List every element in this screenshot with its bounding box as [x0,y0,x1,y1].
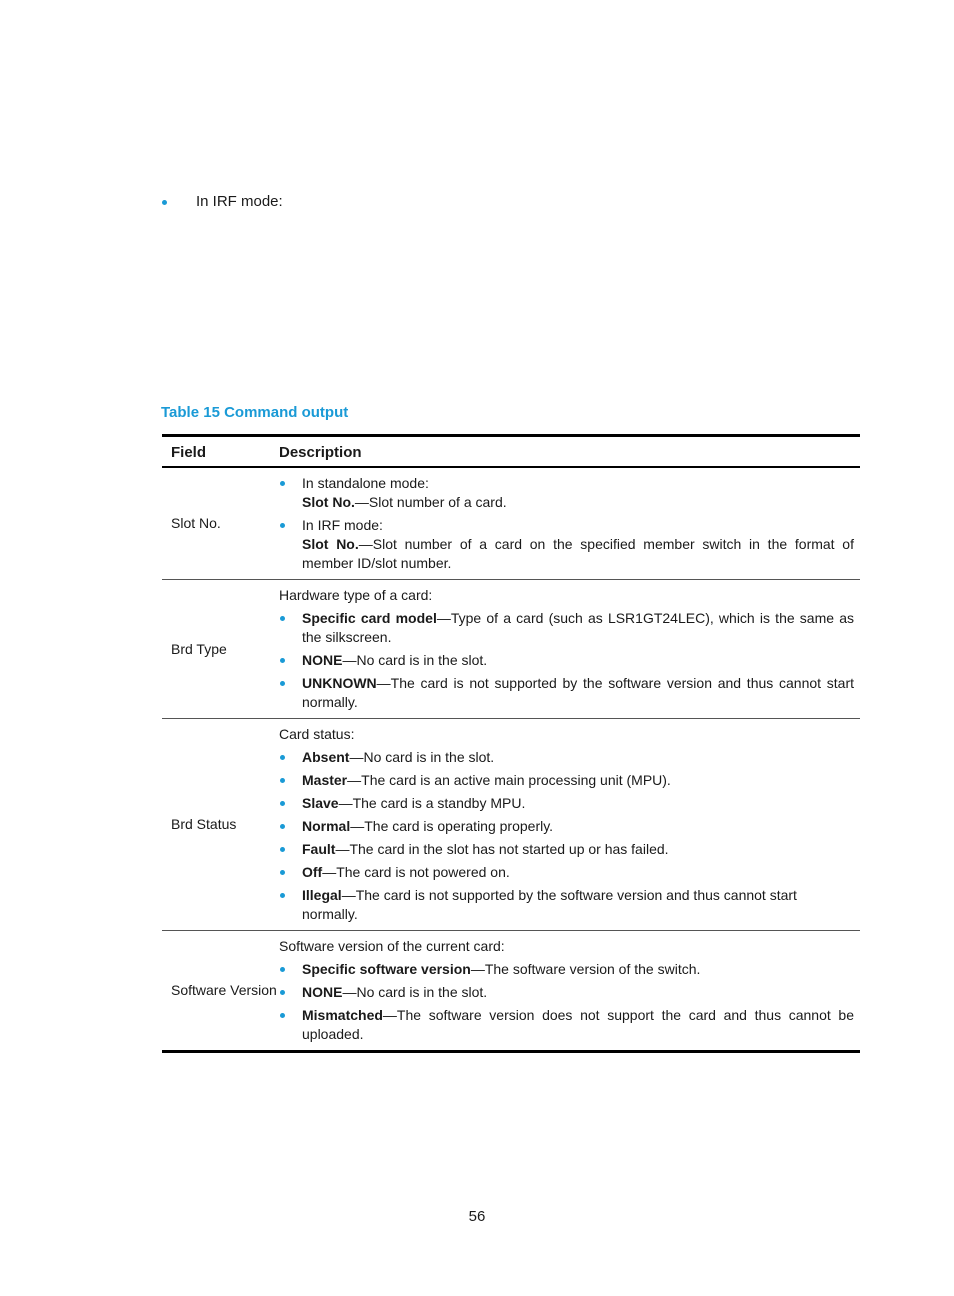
item-term: Off [302,864,323,880]
item-pre: In standalone mode: [302,475,429,491]
bullet-icon [280,481,285,486]
header-field: Field [171,444,207,461]
list-item [279,651,854,670]
field-cell: Slot No. [171,515,221,531]
table-header-row [162,436,860,468]
item-term: UNKNOWN [302,675,377,691]
list-item [279,474,854,512]
bullet-icon [280,990,285,995]
item-text: —The software version of the switch. [470,961,701,977]
item-term: Mismatched [302,1007,383,1023]
description-intro: Hardware type of a card: [279,587,433,603]
list-item [279,840,854,859]
item-term: Specific software version [302,961,471,977]
field-cell: Software Version [171,982,277,998]
item-text: —No card is in the slot. [349,749,495,765]
description-list [279,609,854,712]
header-description: Description [279,444,362,461]
intro-bullet-text: In IRF mode: [196,193,283,210]
list-item [279,748,854,767]
description-list [279,474,854,573]
description-intro: Card status: [279,726,355,742]
bullet-icon [280,778,285,783]
item-text: —The software version does not support the card and thus cannot be uploaded. [302,1007,854,1042]
item-term: Specific card model [302,610,437,626]
list-item [279,886,854,924]
list-item [279,771,854,790]
bullet-icon [280,658,285,663]
bullet-icon [280,824,285,829]
item-text: —The card is operating properly. [350,818,554,834]
page-number: 56 [468,1208,486,1225]
bullet-icon [280,870,285,875]
list-item [279,674,854,712]
description-list [279,960,854,1044]
bullet-icon [280,616,285,621]
item-term: Normal [302,818,351,834]
item-term: Slave [302,795,339,811]
item-pre: In IRF mode: [302,517,383,533]
item-term: Illegal [302,887,342,903]
list-item [279,863,854,882]
item-term: Absent [302,749,350,765]
table-caption: Table 15 Command output [161,404,349,421]
description-intro: Software version of the current card: [279,938,505,954]
item-term: Master [302,772,348,788]
item-text: —Type of a card (such as LSR1GT24LEC), which is the same as the silkscreen. [302,610,854,645]
table-row [162,580,860,719]
item-text: —No card is in the slot. [342,652,488,668]
item-term: NONE [302,652,343,668]
bullet-icon [280,847,285,852]
table-row [162,719,860,931]
bullet-icon [280,755,285,760]
description-cell [279,719,860,931]
list-item [279,516,854,573]
item-text: —The card is an active main processing unit (MPU). [347,772,671,788]
item-text: —The card in the slot has not started up or has failed. [335,841,669,857]
list-item [279,983,854,1002]
bullet-icon [280,801,285,806]
item-text: —No card is in the slot. [342,984,488,1000]
item-text: —Slot number of a card. [354,494,507,510]
bullet-icon [280,967,285,972]
field-cell: Brd Type [171,640,227,657]
list-item [279,817,854,836]
item-term: Fault [302,841,336,857]
table-row [162,467,860,580]
table-row [162,931,860,1052]
item-text: —The card is not supported by the software version and thus cannot start normally. [302,675,854,710]
list-item [279,609,854,647]
list-item [279,960,854,979]
item-text: —Slot number of a card on the specified member switch in the format of member ID/slot number. [302,536,854,571]
item-term: NONE [302,984,343,1000]
intro-bullet [162,193,283,210]
bullet-icon [280,1013,285,1018]
item-text: —The card is a standby MPU. [338,795,526,811]
description-cell [279,467,860,580]
field-cell: Brd Status [171,816,237,832]
command-output-table [162,434,860,1053]
item-text: —The card is not powered on. [322,864,510,880]
bullet-icon [280,893,285,898]
item-term: Slot No. [302,536,359,552]
description-cell [279,580,860,719]
list-item [279,1006,854,1044]
bullet-icon [162,200,167,205]
description-list [279,748,854,924]
item-text: —The card is not supported by the software version and thus cannot start normally. [302,887,797,922]
bullet-icon [280,523,285,528]
bullet-icon [280,681,285,686]
item-term: Slot No. [302,494,355,510]
description-cell [279,931,860,1052]
list-item [279,794,854,813]
